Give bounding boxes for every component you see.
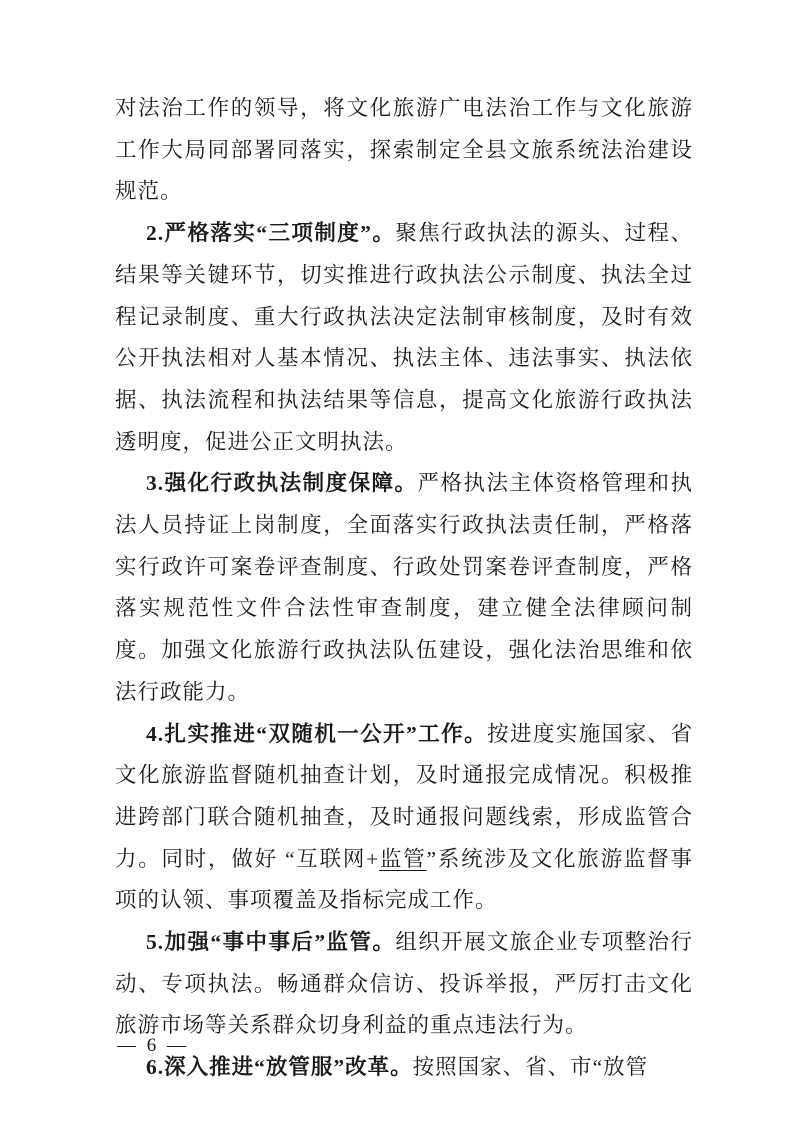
paragraph-heading-run: 6.深入推进“放管服”改革。 <box>146 1055 413 1080</box>
paragraph-text-run: 按进度实施国家、省文化旅游监督随机抽查计划，及时通报完成情况。积极推进跨部门联合随机抽查，及时通报问题线索，形成监管合力。同时，做好 “互联网+ <box>115 721 693 871</box>
paragraph <box>115 213 693 463</box>
paragraph-heading-run: 2.严格落实“三项制度”。 <box>146 221 396 246</box>
paragraph-text-run: 对法治工作的领导，将文化旅游广电法治工作与文化旅游工作大局同部署同落实，探索制定全县文旅系统法治建设规范。 <box>115 96 693 204</box>
paragraph-text-run: 严格执法主体资格管理和执法人员持证上岗制度，全面落实行政执法责任制，严格落实行政许可案卷评查制度、行政处罚案卷评查制度，严格落实规范性文件合法性审查制度，建立健全法律顾问制度。加强文化旅游行政执法队伍建设，强化法治思维和依法行政能力。 <box>115 471 693 704</box>
document-body <box>115 88 693 1089</box>
paragraph-text-run: 按照国家、省、市“放管 <box>412 1055 649 1080</box>
paragraph <box>115 1047 693 1089</box>
paragraph-text-run: 组织开展文旅企业专项整治行动、专项执法。畅通群众信访、投诉举报，严厉打击文化旅游市场等关系群众切身利益的重点违法行为。 <box>115 930 693 1038</box>
paragraph-heading-run: 5.加强“事中事后”监管。 <box>146 930 396 955</box>
paragraph-text-run: 监管 <box>379 846 427 871</box>
paragraph-text-run: 聚焦行政执法的源头、过程、结果等关键环节，切实推进行政执法公示制度、执法全过程记录制度、重大行政执法决定法制审核制度，及时有效公开执法相对人基本情况、执法主体、违法事实、执法依据、执法流程和执法结果等信息，提高文化旅游行政执法透明度，促进公正文明执法。 <box>115 221 693 454</box>
paragraph <box>115 922 693 1047</box>
paragraph-heading-run: 3.强化行政执法制度保障。 <box>146 471 418 496</box>
paragraph-text-run: ”系统涉及文化旅游监督事项的认领、事项覆盖及指标完成工作。 <box>115 846 693 913</box>
paragraph <box>115 463 693 713</box>
paragraph-heading-run: 4.扎实推进“双随机一公开”工作。 <box>146 721 488 746</box>
page-number: — 6 — <box>117 1035 189 1056</box>
paragraph <box>115 714 693 923</box>
paragraph <box>115 88 693 213</box>
